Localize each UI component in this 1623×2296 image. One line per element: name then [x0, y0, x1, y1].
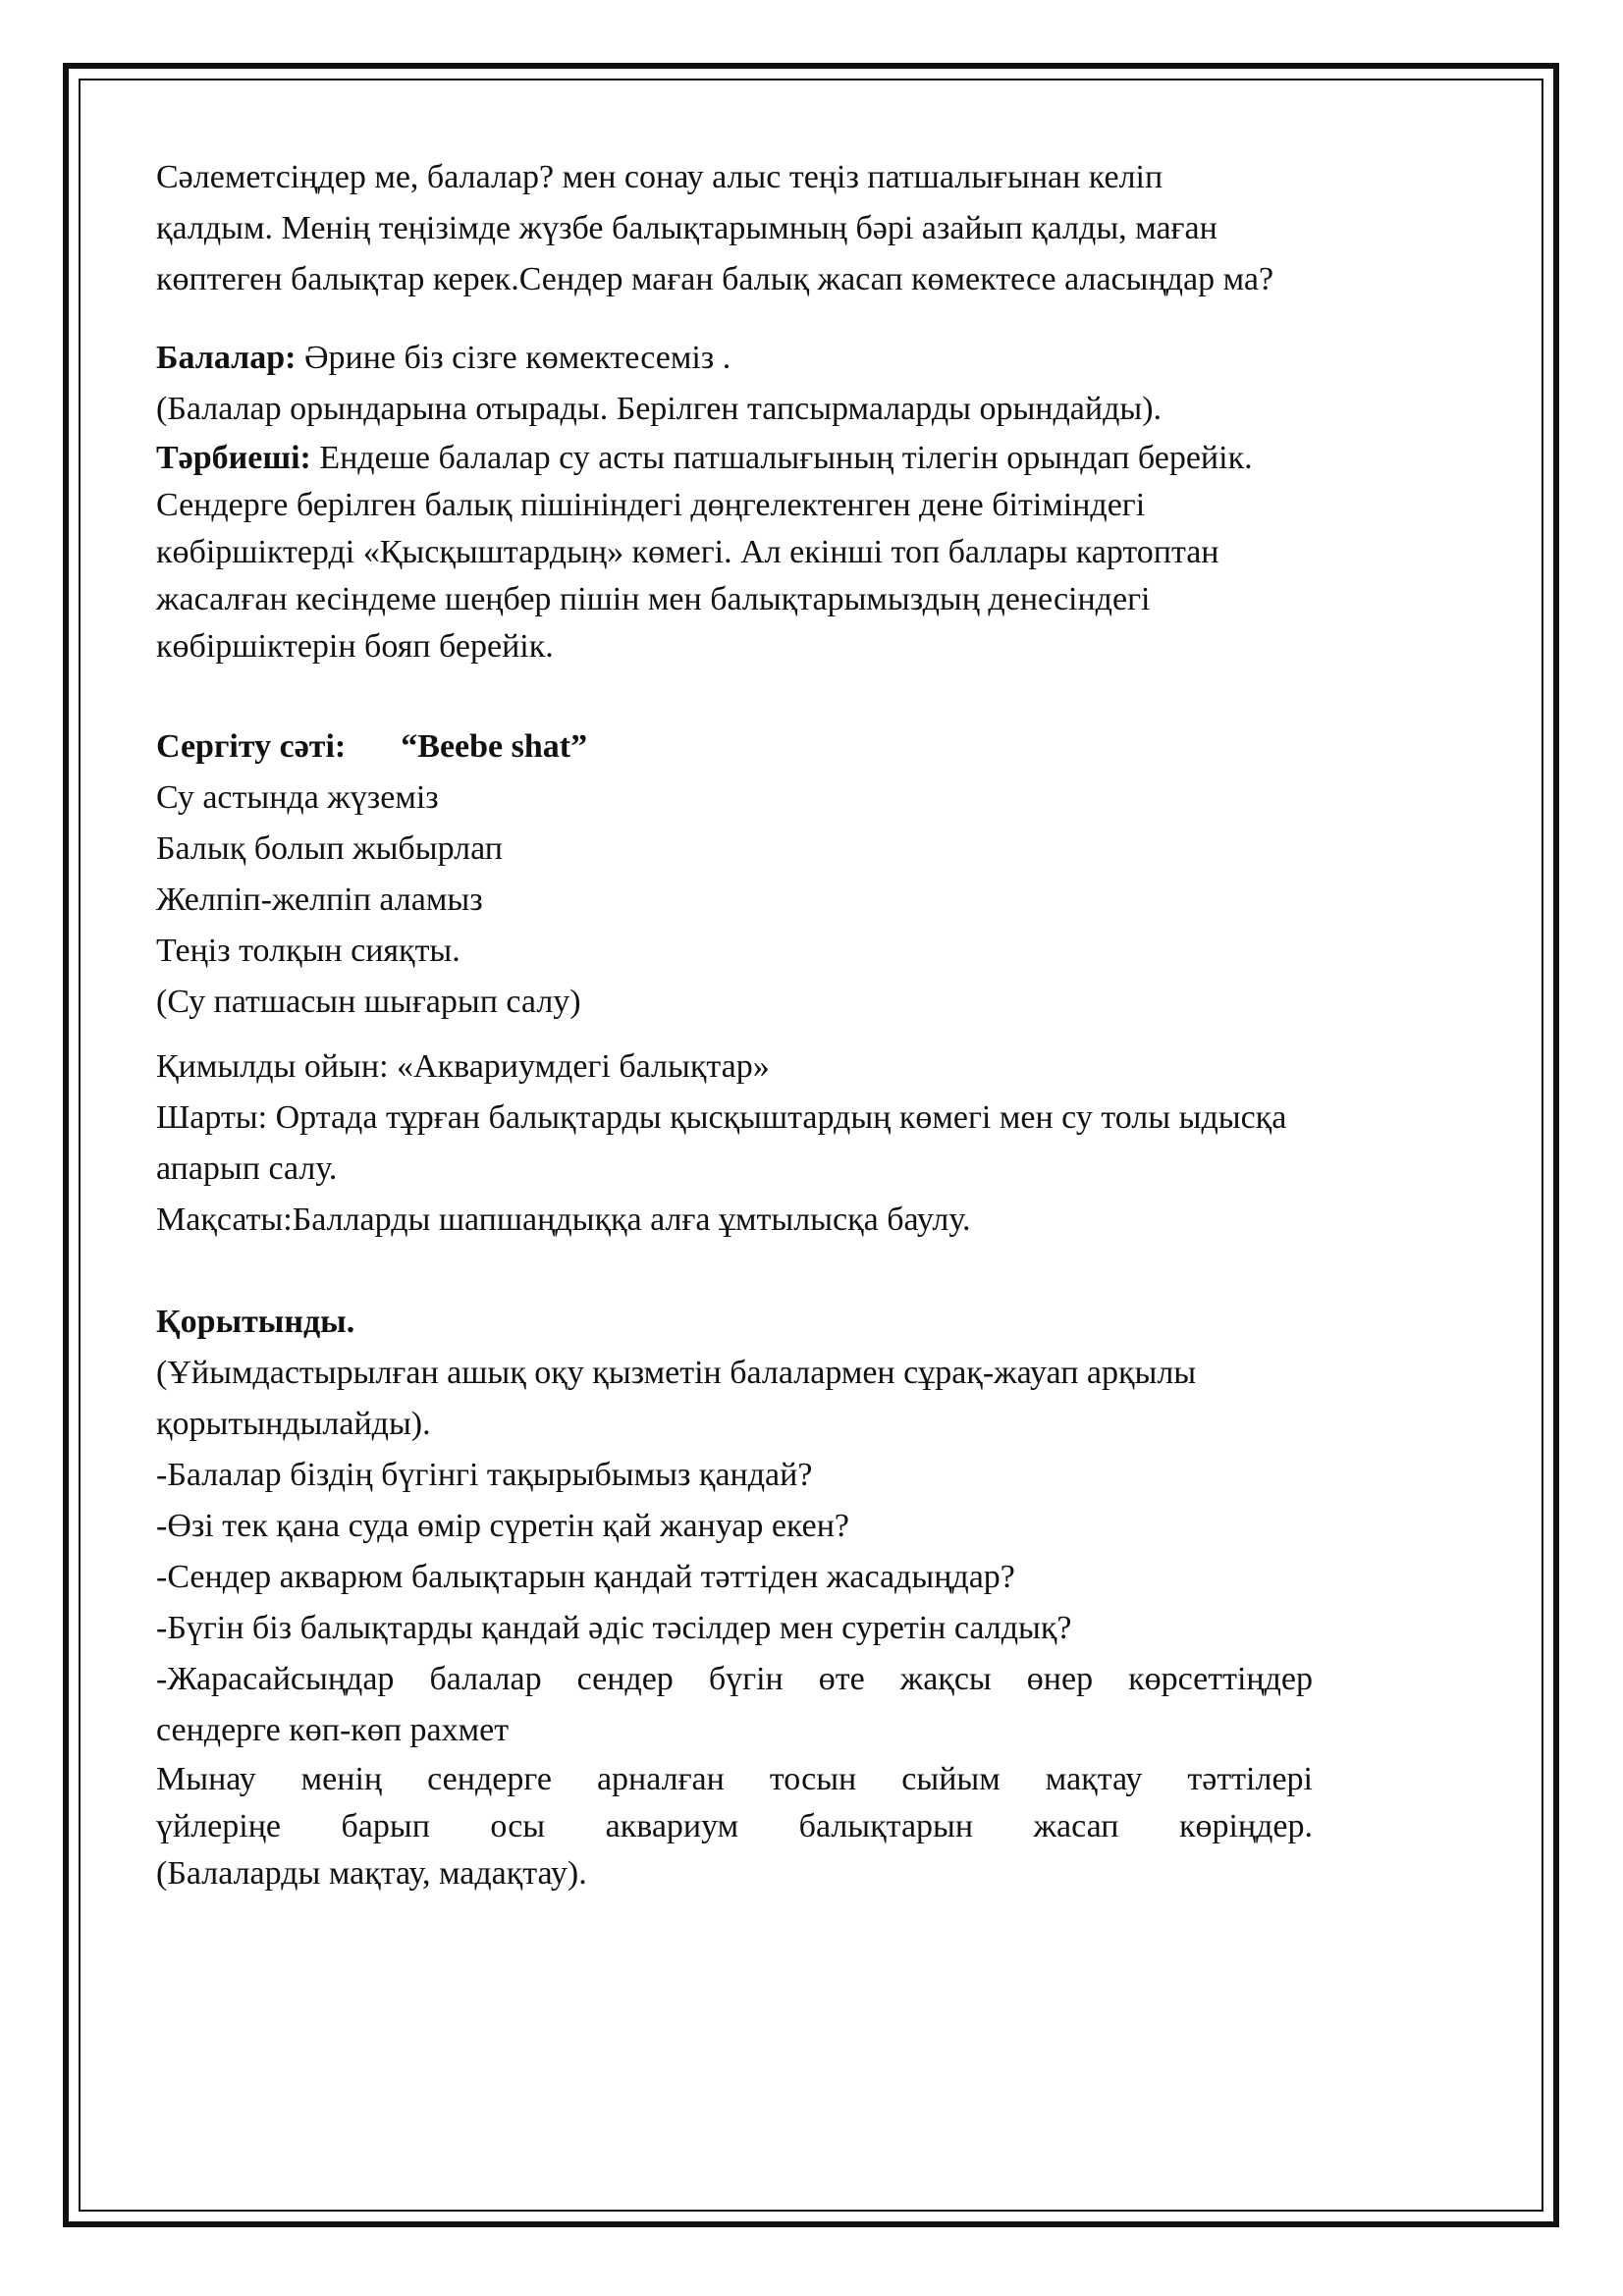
intro-line: қалдым. Менің теңізімде жүзбе балықтарымның бәрі азайып қалды, маған	[156, 210, 1217, 246]
conclusion-heading: Қорытынды.	[156, 1304, 355, 1340]
children-reply	[156, 333, 1468, 384]
poem-line: Балық болып жыбырлап	[156, 830, 503, 867]
game-title: Қимылды ойын: «Аквариумдегі балықтар»	[156, 1048, 770, 1085]
conclusion-line: қорытындылайды).	[156, 1406, 431, 1442]
game-goal: Мақсаты:Балларды шапшаңдыққа алға ұмтылысқа баулу.	[156, 1201, 971, 1238]
children-reply-text: Әрине біз сізге көмектесеміз .	[296, 340, 731, 376]
teacher-line: көбіршіктерді «Қысқыштардың» көмегі. Ал екінші топ баллары картоптан	[156, 534, 1219, 570]
praise-line: сендерге көп-көп рахмет	[156, 1712, 510, 1748]
question-line: -Бүгін біз балықтарды қандай әдіс тәсілдер мен суретін салдық?	[156, 1610, 1072, 1646]
game-rule: апарып салу.	[156, 1150, 338, 1187]
poem-line: (Су патшасын шығарып салу)	[156, 984, 581, 1020]
sergitu-label: Сергіту сәті:	[156, 728, 347, 765]
teacher-label: Тәрбиеші:	[156, 440, 311, 476]
sergitu-title: “Beebe shat”	[401, 728, 588, 765]
document-body	[156, 152, 1468, 1897]
question-line: -Балалар біздің бүгінгі тақырыбымыз қандай?	[156, 1457, 813, 1493]
gift-line: (Балаларды мақтау, мадақтау).	[156, 1855, 587, 1892]
children-label: Балалар:	[156, 340, 297, 376]
poem-line: Су астында жүземіз	[156, 779, 439, 816]
question-line: -Сендер акварюм балықтарын қандай тәттіден жасадыңдар?	[156, 1559, 1015, 1595]
children-action: (Балалар орындарына отырады. Берілген тапсырмаларды орындайды).	[156, 391, 1163, 427]
teacher-line: жасалған кесіндеме шеңбер пішін мен балықтарымыздың денесіндегі	[156, 581, 1151, 617]
teacher-line: көбіршіктерін бояп берейік.	[156, 628, 554, 665]
poem-line: Теңіз толқын сияқты.	[156, 933, 460, 969]
intro-line: Сәлеметсіңдер ме, балалар? мен сонау алыс теңіз патшалығынан келіп	[156, 159, 1163, 195]
gift-line: Мынау менің сендерге арналған тосын сыйым мақтау тәттілері	[156, 1761, 1313, 1797]
gift-line: үйлеріңе барып осы аквариум балықтарын жасап көріңдер.	[156, 1808, 1313, 1844]
intro-line: көптеген балықтар керек.Сендер маған балық жасап көмектесе аласыңдар ма?	[156, 261, 1274, 297]
poem-line: Желпіп-желпіп аламыз	[156, 881, 483, 918]
game-rule: Шарты: Ортада тұрған балықтарды қысқыштардың көмегі мен су толы ыдысқа	[156, 1099, 1287, 1136]
praise-line: -Жарасайсыңдар балалар сендер бүгін өте жақсы өнер көрсеттіңдер	[156, 1661, 1313, 1697]
conclusion-line: (Ұйымдастырылған ашық оқу қызметін балалармен сұрақ-жауап арқылы	[156, 1355, 1197, 1391]
teacher-line	[156, 435, 1468, 482]
question-line: -Өзі тек қана суда өмір сүретін қай жануар екен?	[156, 1508, 850, 1544]
sergitu-heading	[156, 721, 1468, 773]
teacher-text: Ендеше балалар су асты патшалығының тілегін орындап берейік.	[310, 440, 1253, 476]
teacher-line: Сендерге берілген балық пішініндегі дөңгелектенген дене бітіміндегі	[156, 487, 1146, 523]
